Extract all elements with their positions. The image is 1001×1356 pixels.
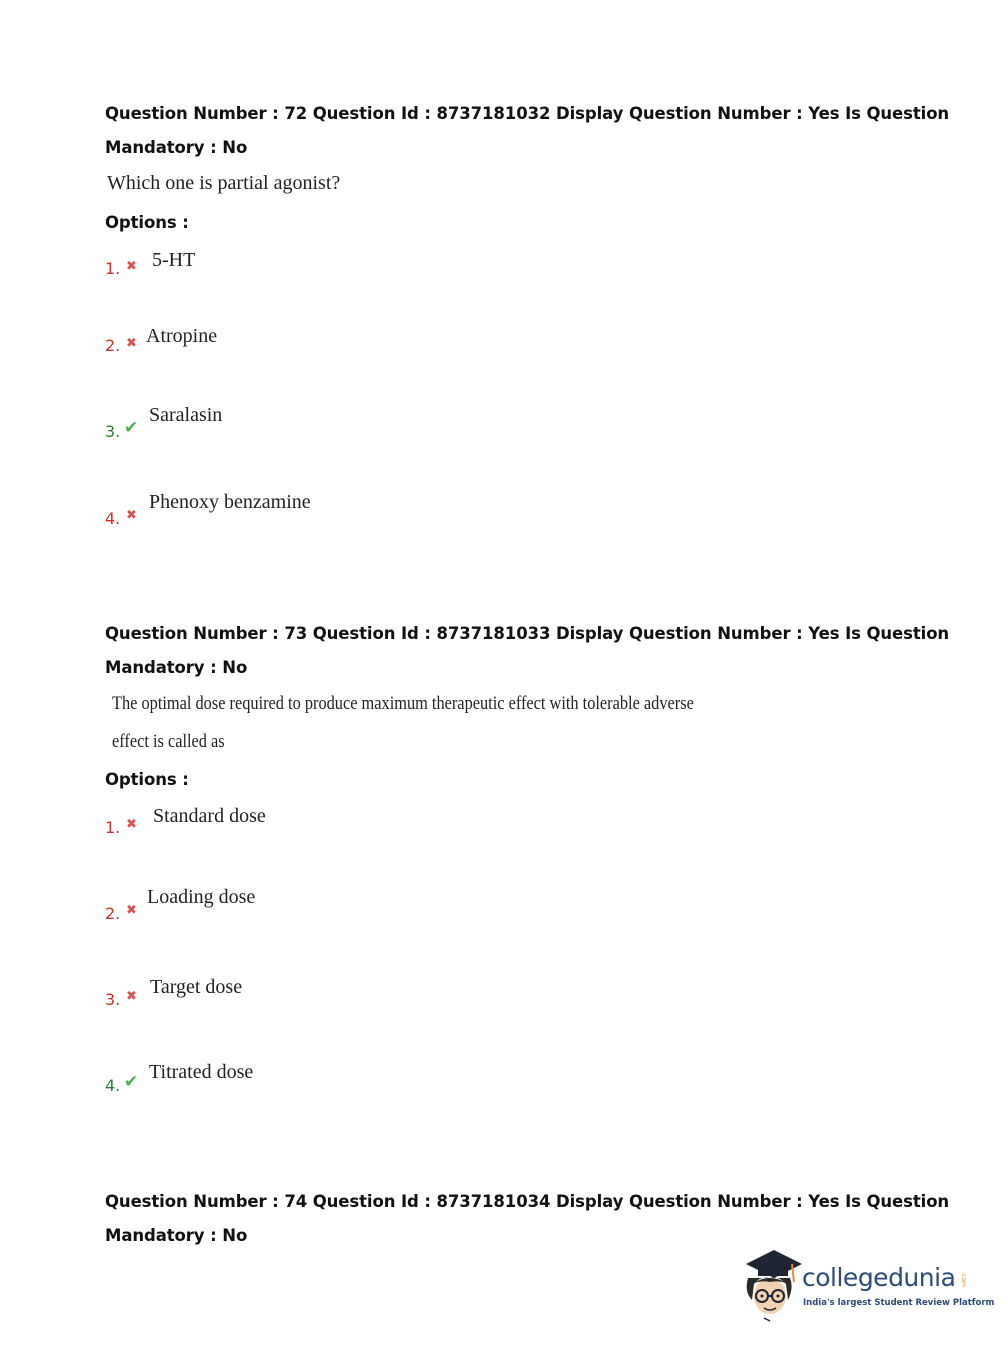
question-text-line1: The optimal dose required to produce maximum therapeutic effect with tolerable adverse [112, 693, 694, 714]
cross-icon: ✖ [126, 903, 137, 918]
option-number: 4. [105, 1076, 121, 1095]
option-text: 5-HT [152, 249, 196, 271]
cross-icon: ✖ [126, 817, 137, 832]
cross-icon: ✖ [126, 989, 137, 1004]
question-text-line2: effect is called as [112, 731, 225, 752]
option-number: 2. [105, 336, 121, 355]
option-text: Saralasin [149, 404, 223, 426]
logo-com-suffix: .com [960, 1272, 967, 1287]
option-text: Phenoxy benzamine [149, 491, 311, 513]
check-icon: ✔ [124, 418, 139, 438]
option-text: Standard dose [153, 805, 266, 827]
logo-tagline: India's largest Student Review Platform [803, 1298, 995, 1308]
question-meta-line2: Mandatory : No [105, 1226, 248, 1245]
option-text: Titrated dose [149, 1061, 254, 1083]
option-number: 3. [105, 422, 121, 441]
question-meta-line2: Mandatory : No [105, 658, 248, 677]
option-number: 1. [105, 818, 121, 837]
option-number: 2. [105, 904, 121, 923]
cross-icon: ✖ [126, 259, 137, 274]
option-text: Target dose [150, 976, 243, 998]
question-text: Which one is partial agonist? [107, 172, 341, 194]
question-meta-line1: Question Number : 72 Question Id : 8737181032 Display Question Number : Yes Is Question [105, 104, 950, 123]
cross-icon: ✖ [126, 508, 137, 523]
option-text: Atropine [146, 325, 218, 347]
option-number: 4. [105, 509, 121, 528]
question-meta-line2: Mandatory : No [105, 138, 248, 157]
option-number: 3. [105, 990, 121, 1009]
question-meta-line1: Question Number : 73 Question Id : 8737181033 Display Question Number : Yes Is Question [105, 624, 950, 643]
mascot-icon [740, 1248, 802, 1322]
logo-wordmark: collegedunia [802, 1263, 956, 1292]
question-meta-line1: Question Number : 74 Question Id : 8737181034 Display Question Number : Yes Is Question [105, 1192, 950, 1211]
option-text: Loading dose [147, 886, 256, 908]
check-icon: ✔ [124, 1072, 139, 1092]
options-label: Options : [105, 770, 189, 789]
options-label: Options : [105, 213, 189, 232]
cross-icon: ✖ [126, 336, 137, 351]
option-number: 1. [105, 259, 121, 278]
